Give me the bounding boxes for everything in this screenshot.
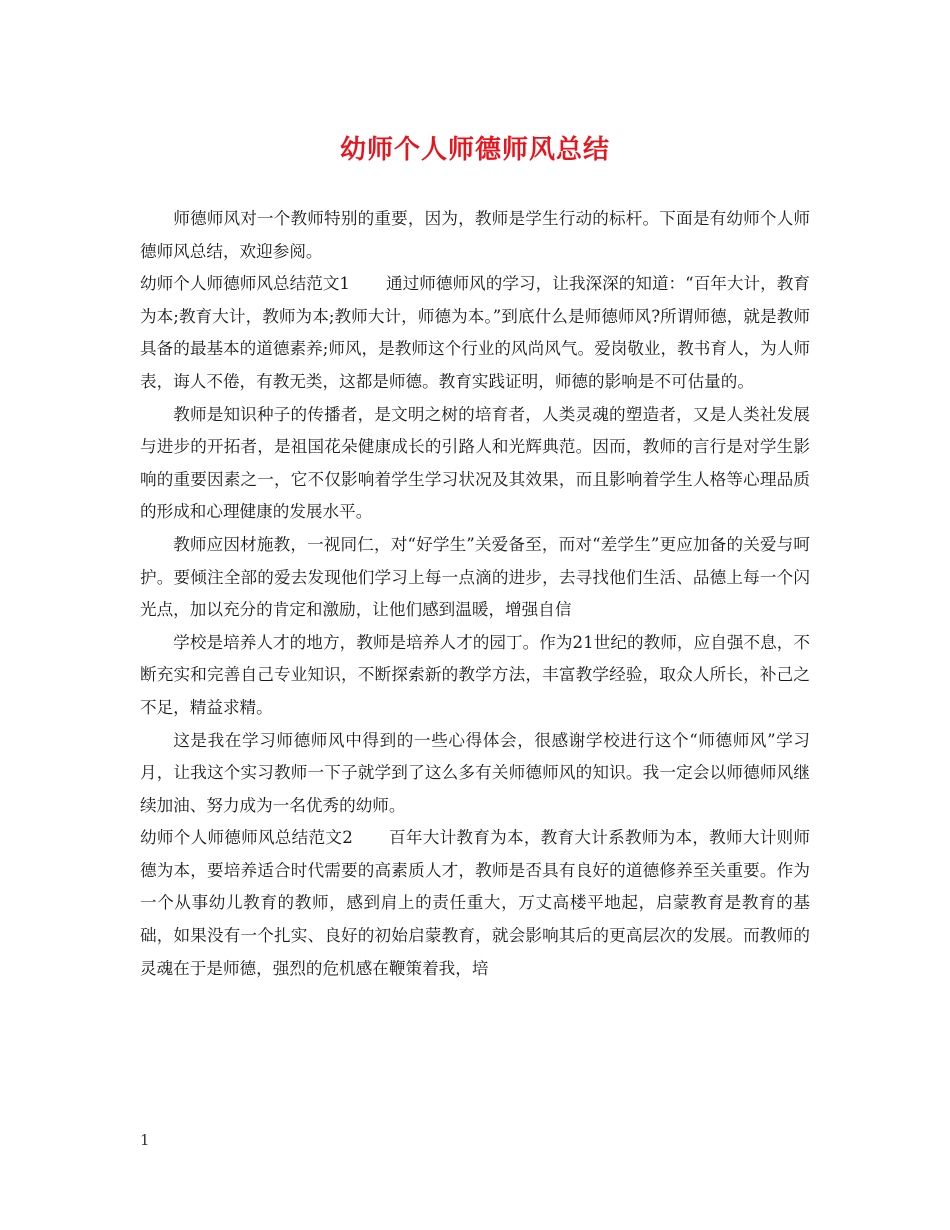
intro-paragraph: 师德师风对一个教师特别的重要，因为，教师是学生行动的标杆。下面是有幼师个人师德师风总结，欢迎参阅。: [140, 209, 810, 261]
section-1-paragraph: 这是我在学习师德师风中得到的一些心得体会，很感谢学校进行这个“师德师风”学习月，让我这个实习教师一下子就学到了这么多有关师德师风的知识。我一定会以师德师风继续加油、努力成为一名优秀的幼师。: [140, 730, 810, 815]
document-body: [140, 203, 810, 985]
section-1-paragraph: 教师是知识种子的传播者，是文明之树的培育者，人类灵魂的塑造者，又是人类社发展与进步的开拓者，是祖国花朵健康成长的引路人和光辉典范。因而，教师的言行是对学生影响的重要因素之一，它不仅影响着学生学习状况及其效果，而且影响着学生人格等心理品质的形成和心理健康的发展水平。: [140, 404, 810, 522]
section-1-heading: 幼师个人师德师风总结范文1: [140, 274, 350, 294]
section-2-heading: 幼师个人师德师风总结范文2: [140, 828, 353, 848]
document-title: 幼师个人师德师风总结: [339, 135, 610, 165]
section-1-first-paragraph: 通过师德师风的学习，让我深深的知道：“百年大计，教育为本;教育大计，教师为本;教师大计，师德为本。”到底什么是师德师风?所谓师德，就是教师具备的最基本的道德素养;师风，是教师这个行业的风尚风气。爱岗敬业，教书育人，为人师表，诲人不倦，有教无类，这都是师德。教育实践证明，师德的影响是不可估量的。: [140, 274, 810, 391]
section-1-paragraph: 学校是培养人才的地方，教师是培养人才的园丁。作为21世纪的教师，应自强不息，不断充实和完善自己专业知识，不断探索新的教学方法，丰富教学经验，取众人所长，补己之不足，精益求精。: [140, 632, 810, 717]
page-number: 1: [140, 1131, 150, 1149]
section-1-lead: [140, 268, 810, 398]
section-2-first-paragraph: 百年大计教育为本，教育大计系教师为本，教师大计则师德为本，要培养适合时代需要的高素质人才，教师是否具有良好的道德修养至关重要。作为一个从事幼儿教育的教师，感到肩上的责任重大，万丈高楼平地起，启蒙教育是教育的基础，如果没有一个扎实、良好的初始启蒙教育，就会影响其后的更高层次的发展。而教师的灵魂在于是师德，强烈的危机感在鞭策着我，培: [140, 828, 811, 978]
section-1-paragraph: 教师应因材施教，一视同仁，对“好学生”关爱备至，而对“差学生”更应加备的关爱与呵护。要倾注全部的爱去发现他们学习上每一点滴的进步，去寻找他们生活、品德上每一个闪光点，加以充分的肯定和激励，让他们感到温暖，增强自信: [140, 534, 810, 620]
section-2-lead: [140, 822, 810, 985]
